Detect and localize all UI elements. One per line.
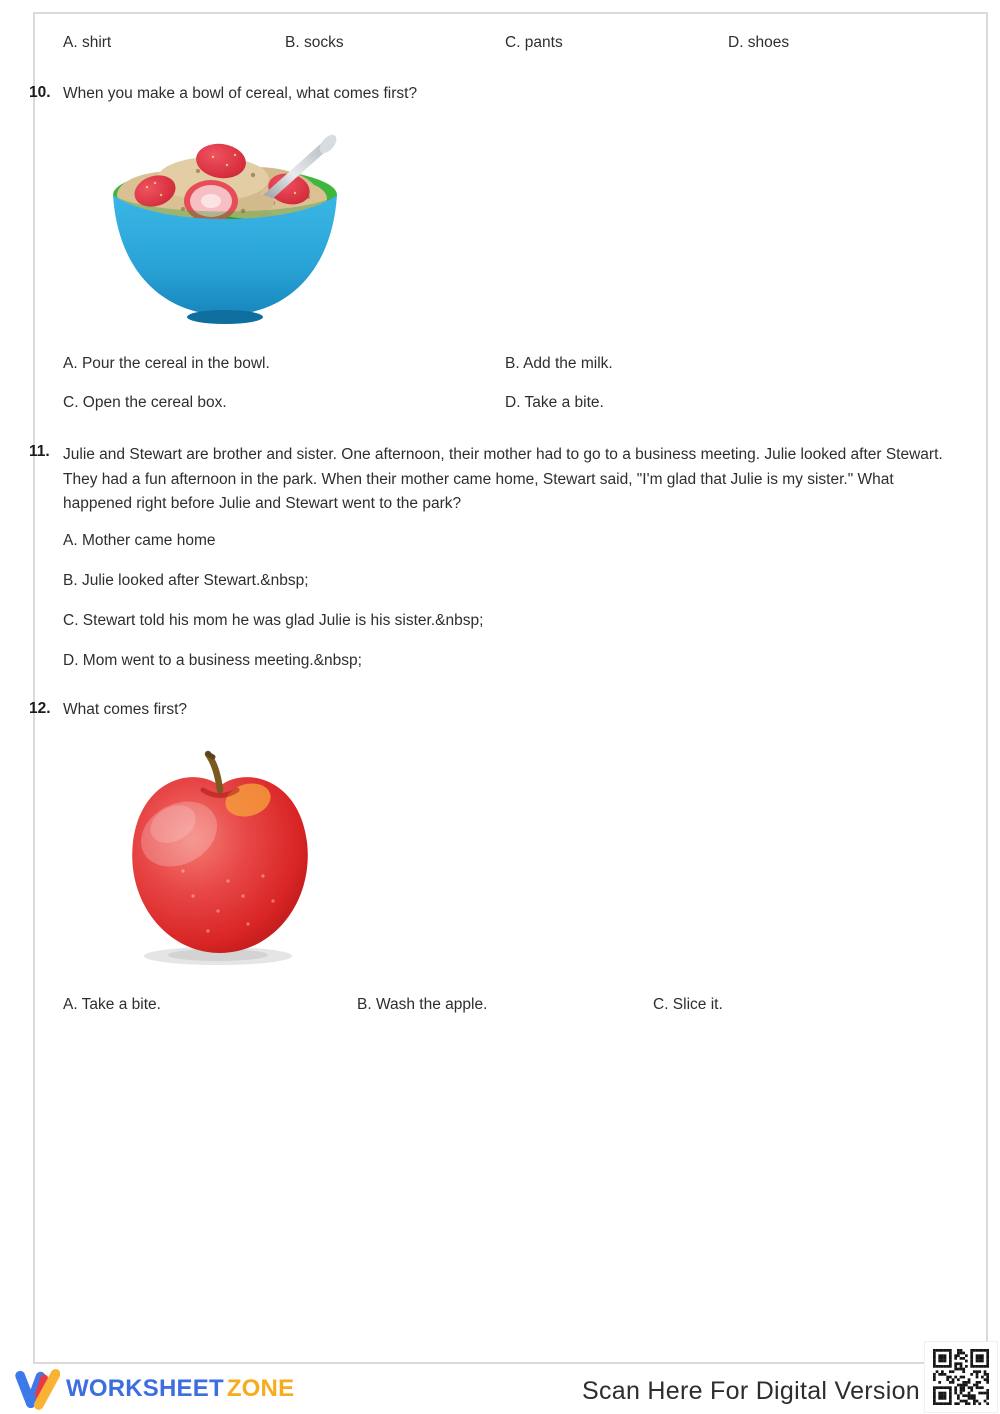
q11-option-a: A. Mother came home <box>63 532 216 549</box>
q9-option-d: D. shoes <box>728 34 790 51</box>
worksheetzone-logo-icon <box>14 1367 60 1411</box>
q12-option-b: B. Wash the apple. <box>357 996 488 1013</box>
q11-option-c: C. Stewart told his mom he was glad Julie is his sister.&nbsp; <box>63 612 484 629</box>
brand-name-secondary: ZONE <box>226 1375 295 1402</box>
q12-question-text: What comes first? <box>63 701 188 718</box>
q10-option-a: A. Pour the cereal in the bowl. <box>63 355 270 372</box>
scan-here-text: Scan Here For Digital Version <box>581 1377 920 1405</box>
brand-name-primary: WORKSHEET <box>66 1375 224 1402</box>
q11-option-d: D. Mom went to a business meeting.&nbsp; <box>63 652 362 669</box>
q10-question-text: When you make a bowl of cereal, what comes first? <box>63 85 418 102</box>
q11-question-text: Julie and Stewart are brother and sister. One afternoon, their mother had to go to a business meeting. Julie looked after Stewart. They had a fun afternoon in the park. When their mother came home, Stewart said, "I'm glad that Julie is my sister." What happened right before Julie and Stewart went to the park? <box>63 446 943 512</box>
q11-number: 11. <box>29 443 50 460</box>
q12-number: 12. <box>29 700 51 717</box>
q9-option-b: B. socks <box>285 34 344 51</box>
qr-code <box>925 1342 997 1412</box>
q10-number: 10. <box>29 84 51 101</box>
brand-logo <box>14 1366 294 1412</box>
apple-image <box>123 746 318 971</box>
q10-option-d: D. Take a bite. <box>505 394 604 411</box>
q12-option-c: C. Slice it. <box>653 996 723 1013</box>
q10-option-c: C. Open the cereal box. <box>63 394 227 411</box>
q12-option-a: A. Take a bite. <box>63 996 161 1013</box>
cereal-bowl-image <box>103 133 348 333</box>
q10-option-b: B. Add the milk. <box>505 355 613 372</box>
q11-option-b: B. Julie looked after Stewart.&nbsp; <box>63 572 309 589</box>
q9-option-a: A. shirt <box>63 34 112 51</box>
q9-option-c: C. pants <box>505 34 563 51</box>
